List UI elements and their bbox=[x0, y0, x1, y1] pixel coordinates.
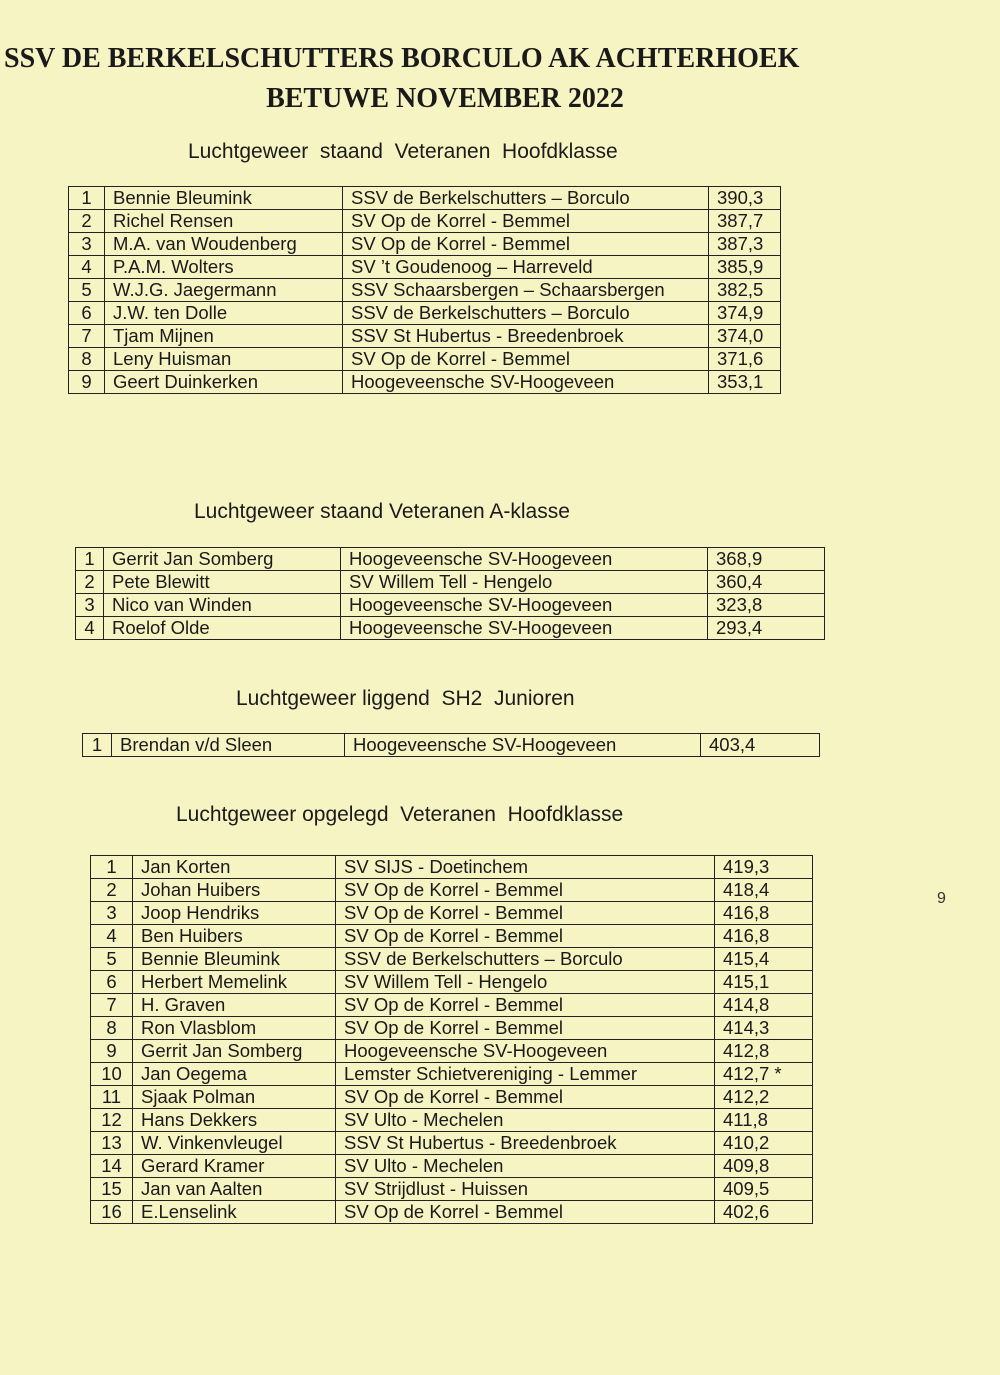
club-cell: SV Op de Korrel - Bemmel bbox=[343, 210, 709, 233]
club-cell: Hoogeveensche SV-Hoogeveen bbox=[343, 371, 709, 394]
club-cell: SV Op de Korrel - Bemmel bbox=[343, 348, 709, 371]
score-cell: 412,2 bbox=[715, 1086, 813, 1109]
name-cell: Joop Hendriks bbox=[133, 902, 336, 925]
club-cell: SV Op de Korrel - Bemmel bbox=[336, 1017, 715, 1040]
club-cell: SV Op de Korrel - Bemmel bbox=[336, 925, 715, 948]
club-cell: SSV St Hubertus - Breedenbroek bbox=[343, 325, 709, 348]
score-cell: 403,4 bbox=[701, 734, 820, 757]
name-cell: Herbert Memelink bbox=[133, 971, 336, 994]
table-row bbox=[91, 879, 813, 902]
table-row bbox=[69, 348, 781, 371]
results-table-staand-hoofdklasse bbox=[68, 186, 781, 394]
club-cell: Hoogeveensche SV-Hoogeveen bbox=[341, 548, 708, 571]
table-row bbox=[69, 233, 781, 256]
name-cell: Ron Vlasblom bbox=[133, 1017, 336, 1040]
club-cell: SV SIJS - Doetinchem bbox=[336, 856, 715, 879]
results-table-opgelegd-hoofdklasse bbox=[90, 855, 813, 1224]
table-row bbox=[91, 994, 813, 1017]
rank-cell: 15 bbox=[91, 1178, 133, 1201]
score-cell: 414,8 bbox=[715, 994, 813, 1017]
score-cell: 382,5 bbox=[709, 279, 781, 302]
section-title-staand-hoofdklasse: Luchtgeweer staand Veteranen Hoofdklasse bbox=[188, 140, 618, 163]
score-cell: 412,7 * bbox=[715, 1063, 813, 1086]
rank-cell: 4 bbox=[69, 256, 105, 279]
name-cell: M.A. van Woudenberg bbox=[105, 233, 343, 256]
table-row bbox=[91, 1155, 813, 1178]
rank-cell: 5 bbox=[91, 948, 133, 971]
club-cell: SSV de Berkelschutters – Borculo bbox=[336, 948, 715, 971]
score-cell: 387,3 bbox=[709, 233, 781, 256]
name-cell: Sjaak Polman bbox=[133, 1086, 336, 1109]
table-row bbox=[69, 279, 781, 302]
club-cell: SV Strijdlust - Huissen bbox=[336, 1178, 715, 1201]
club-cell: SV Ulto - Mechelen bbox=[336, 1109, 715, 1132]
table-row bbox=[76, 594, 825, 617]
club-cell: Hoogeveensche SV-Hoogeveen bbox=[345, 734, 701, 757]
name-cell: Richel Rensen bbox=[105, 210, 343, 233]
table-row bbox=[91, 1063, 813, 1086]
table-row bbox=[76, 617, 825, 640]
name-cell: Gerrit Jan Somberg bbox=[104, 548, 341, 571]
club-cell: SV Op de Korrel - Bemmel bbox=[343, 233, 709, 256]
score-cell: 360,4 bbox=[708, 571, 825, 594]
name-cell: Leny Huisman bbox=[105, 348, 343, 371]
table-row bbox=[91, 971, 813, 994]
club-cell: SV Op de Korrel - Bemmel bbox=[336, 879, 715, 902]
club-cell: SV Op de Korrel - Bemmel bbox=[336, 902, 715, 925]
score-cell: 414,3 bbox=[715, 1017, 813, 1040]
table-row bbox=[91, 1017, 813, 1040]
club-cell: SSV Schaarsbergen – Schaarsbergen bbox=[343, 279, 709, 302]
score-cell: 416,8 bbox=[715, 902, 813, 925]
name-cell: Pete Blewitt bbox=[104, 571, 341, 594]
club-cell: SV ’t Goudenoog – Harreveld bbox=[343, 256, 709, 279]
name-cell: Jan Oegema bbox=[133, 1063, 336, 1086]
score-cell: 416,8 bbox=[715, 925, 813, 948]
name-cell: W. Vinkenvleugel bbox=[133, 1132, 336, 1155]
score-cell: 385,9 bbox=[709, 256, 781, 279]
name-cell: Ben Huibers bbox=[133, 925, 336, 948]
name-cell: Hans Dekkers bbox=[133, 1109, 336, 1132]
name-cell: Roelof Olde bbox=[104, 617, 341, 640]
rank-cell: 16 bbox=[91, 1201, 133, 1224]
section-title-staand-a-klasse: Luchtgeweer staand Veteranen A-klasse bbox=[194, 500, 570, 523]
club-cell: SSV de Berkelschutters – Borculo bbox=[343, 187, 709, 210]
score-cell: 353,1 bbox=[709, 371, 781, 394]
rank-cell: 1 bbox=[69, 187, 105, 210]
score-cell: 374,0 bbox=[709, 325, 781, 348]
table-row bbox=[76, 548, 825, 571]
table-row bbox=[76, 571, 825, 594]
rank-cell: 9 bbox=[91, 1040, 133, 1063]
name-cell: Gerrit Jan Somberg bbox=[133, 1040, 336, 1063]
name-cell: Bennie Bleumink bbox=[105, 187, 343, 210]
club-cell: Lemster Schietvereniging - Lemmer bbox=[336, 1063, 715, 1086]
rank-cell: 5 bbox=[69, 279, 105, 302]
table-row bbox=[91, 1086, 813, 1109]
club-cell: SV Op de Korrel - Bemmel bbox=[336, 1201, 715, 1224]
score-cell: 368,9 bbox=[708, 548, 825, 571]
club-cell: SSV de Berkelschutters – Borculo bbox=[343, 302, 709, 325]
club-cell: SV Willem Tell - Hengelo bbox=[336, 971, 715, 994]
club-cell: SV Willem Tell - Hengelo bbox=[341, 571, 708, 594]
name-cell: Jan Korten bbox=[133, 856, 336, 879]
rank-cell: 2 bbox=[76, 571, 104, 594]
rank-cell: 6 bbox=[91, 971, 133, 994]
rank-cell: 7 bbox=[69, 325, 105, 348]
name-cell: W.J.G. Jaegermann bbox=[105, 279, 343, 302]
table-row bbox=[69, 325, 781, 348]
table-row bbox=[83, 734, 820, 757]
rank-cell: 8 bbox=[69, 348, 105, 371]
rank-cell: 1 bbox=[91, 856, 133, 879]
score-cell: 387,7 bbox=[709, 210, 781, 233]
section-title-liggend-sh2-junioren: Luchtgeweer liggend SH2 Junioren bbox=[236, 687, 575, 710]
score-cell: 410,2 bbox=[715, 1132, 813, 1155]
section-title-opgelegd-hoofdklasse: Luchtgeweer opgelegd Veteranen Hoofdklasse bbox=[176, 803, 624, 826]
table-row bbox=[91, 1040, 813, 1063]
rank-cell: 10 bbox=[91, 1063, 133, 1086]
club-cell: SSV St Hubertus - Breedenbroek bbox=[336, 1132, 715, 1155]
table-row bbox=[69, 302, 781, 325]
table-row bbox=[91, 1178, 813, 1201]
table-row bbox=[69, 256, 781, 279]
club-cell: Hoogeveensche SV-Hoogeveen bbox=[341, 617, 708, 640]
score-cell: 390,3 bbox=[709, 187, 781, 210]
rank-cell: 1 bbox=[83, 734, 112, 757]
name-cell: J.W. ten Dolle bbox=[105, 302, 343, 325]
score-cell: 411,8 bbox=[715, 1109, 813, 1132]
club-cell: Hoogeveensche SV-Hoogeveen bbox=[341, 594, 708, 617]
table-row bbox=[91, 925, 813, 948]
rank-cell: 6 bbox=[69, 302, 105, 325]
score-cell: 409,5 bbox=[715, 1178, 813, 1201]
table-row bbox=[91, 902, 813, 925]
rank-cell: 2 bbox=[91, 879, 133, 902]
rank-cell: 7 bbox=[91, 994, 133, 1017]
rank-cell: 13 bbox=[91, 1132, 133, 1155]
name-cell: Gerard Kramer bbox=[133, 1155, 336, 1178]
rank-cell: 3 bbox=[91, 902, 133, 925]
name-cell: Geert Duinkerken bbox=[105, 371, 343, 394]
results-table-liggend-sh2-junioren bbox=[82, 733, 820, 757]
score-cell: 415,4 bbox=[715, 948, 813, 971]
header-line-1: SSV DE BERKELSCHUTTERS BORCULO AK ACHTERHOEK bbox=[4, 43, 800, 74]
results-table-staand-a-klasse bbox=[75, 547, 825, 640]
rank-cell: 12 bbox=[91, 1109, 133, 1132]
score-cell: 409,8 bbox=[715, 1155, 813, 1178]
score-cell: 374,9 bbox=[709, 302, 781, 325]
score-cell: 323,8 bbox=[708, 594, 825, 617]
name-cell: Brendan v/d Sleen bbox=[112, 734, 345, 757]
header-line-2: BETUWE NOVEMBER 2022 bbox=[266, 83, 624, 114]
name-cell: Tjam Mijnen bbox=[105, 325, 343, 348]
name-cell: P.A.M. Wolters bbox=[105, 256, 343, 279]
table-row bbox=[69, 210, 781, 233]
name-cell: E.Lenselink bbox=[133, 1201, 336, 1224]
name-cell: H. Graven bbox=[133, 994, 336, 1017]
name-cell: Jan van Aalten bbox=[133, 1178, 336, 1201]
score-cell: 293,4 bbox=[708, 617, 825, 640]
club-cell: SV Op de Korrel - Bemmel bbox=[336, 1086, 715, 1109]
score-cell: 412,8 bbox=[715, 1040, 813, 1063]
club-cell: SV Ulto - Mechelen bbox=[336, 1155, 715, 1178]
club-cell: Hoogeveensche SV-Hoogeveen bbox=[336, 1040, 715, 1063]
rank-cell: 3 bbox=[76, 594, 104, 617]
margin-mark: 9 bbox=[937, 890, 946, 907]
rank-cell: 4 bbox=[76, 617, 104, 640]
rank-cell: 1 bbox=[76, 548, 104, 571]
table-row bbox=[91, 948, 813, 971]
score-cell: 419,3 bbox=[715, 856, 813, 879]
table-row bbox=[91, 1109, 813, 1132]
score-cell: 402,6 bbox=[715, 1201, 813, 1224]
rank-cell: 3 bbox=[69, 233, 105, 256]
rank-cell: 9 bbox=[69, 371, 105, 394]
club-cell: SV Op de Korrel - Bemmel bbox=[336, 994, 715, 1017]
score-cell: 415,1 bbox=[715, 971, 813, 994]
rank-cell: 4 bbox=[91, 925, 133, 948]
name-cell: Nico van Winden bbox=[104, 594, 341, 617]
score-cell: 371,6 bbox=[709, 348, 781, 371]
rank-cell: 14 bbox=[91, 1155, 133, 1178]
table-row bbox=[91, 856, 813, 879]
table-row bbox=[91, 1132, 813, 1155]
table-row bbox=[91, 1201, 813, 1224]
score-cell: 418,4 bbox=[715, 879, 813, 902]
rank-cell: 11 bbox=[91, 1086, 133, 1109]
name-cell: Johan Huibers bbox=[133, 879, 336, 902]
table-row bbox=[69, 187, 781, 210]
name-cell: Bennie Bleumink bbox=[133, 948, 336, 971]
rank-cell: 2 bbox=[69, 210, 105, 233]
rank-cell: 8 bbox=[91, 1017, 133, 1040]
table-row bbox=[69, 371, 781, 394]
